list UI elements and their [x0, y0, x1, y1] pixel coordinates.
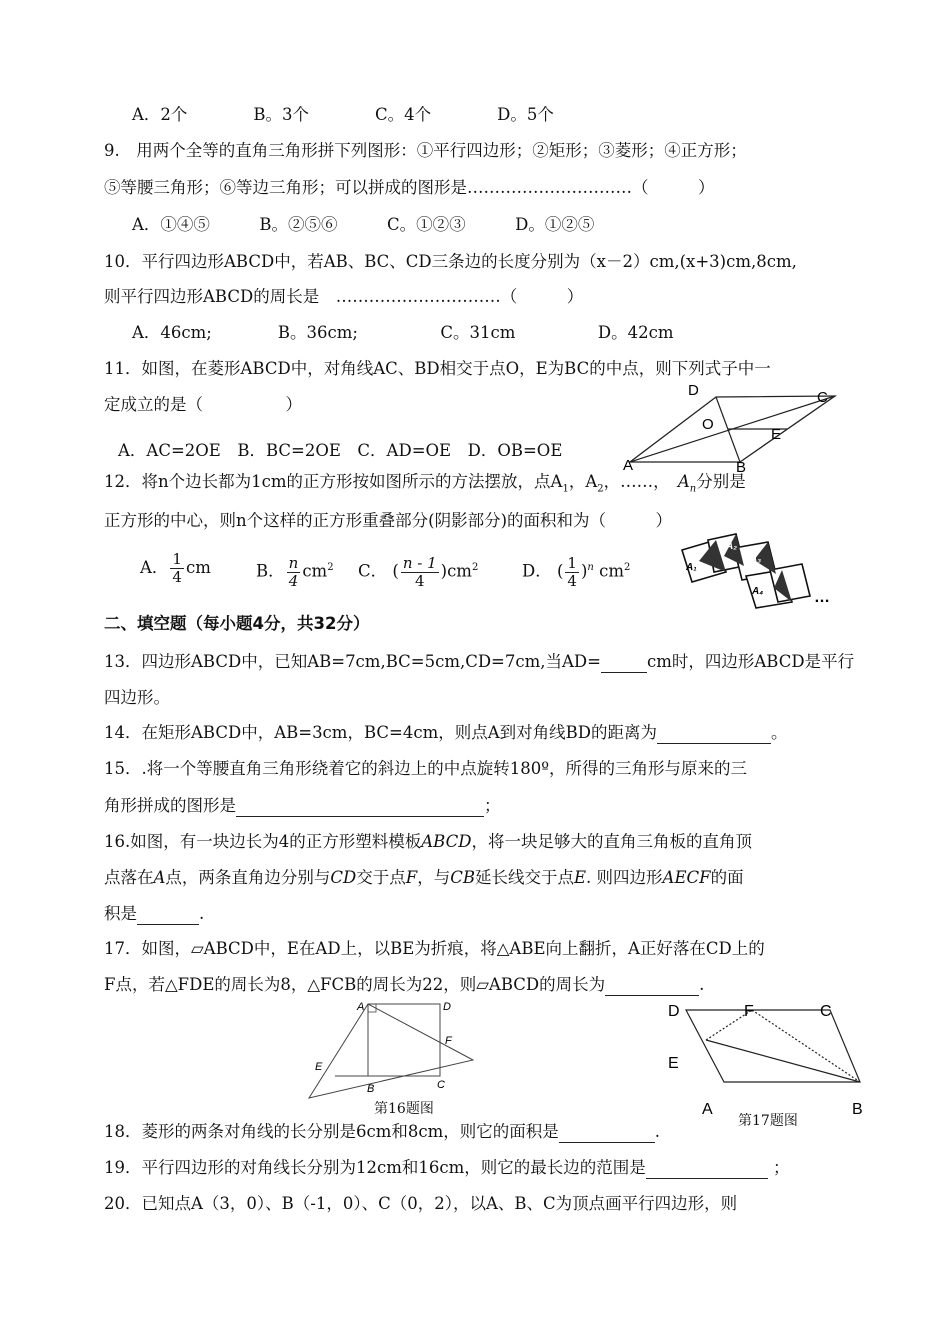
q11-rhombus-figure [620, 380, 850, 475]
q16-line2: 点落在A点，两条直角边分别与CD交于点F，与CB延长线交于点E. 则四边形AECF的面 [104, 868, 744, 887]
q12-an: A [677, 472, 690, 491]
label-d: D [668, 1003, 680, 1020]
q12-text-a: 12．将n个边长都为1cm的正方形按如图所示的方法摆放，点A [104, 472, 563, 491]
q20: 20．已知点A（3，0）、B（-1，0）、C（0，2），以A、B、C为顶点画平行四边形，则 [104, 1194, 738, 1213]
q12-an-sub: n [689, 483, 697, 495]
q17-line1: 17．如图，▱ABCD中，E在AD上，以BE为折痕，将△ABE向上翻折，A正好落在CD上的 [104, 939, 765, 958]
label-e: E [315, 1061, 323, 1073]
q12-option-b: B． $\frac{n}{4}$ $cm^2$ [256, 553, 334, 590]
q12-text-b: ，A [568, 472, 598, 491]
q15-line2: 角形拼成的图形是 ； [104, 796, 501, 815]
q12-option-d: D． ( $\frac{1}{4}$ )$^n$ $cm^2$ [522, 553, 631, 590]
q12-text-c: ，……， [603, 472, 662, 491]
segment-fb [752, 1010, 860, 1082]
q14-blank[interactable] [657, 725, 771, 744]
label-ellipsis: … [814, 589, 830, 606]
q11-line2: 定成立的是（ ） [104, 395, 302, 414]
label-a1: A₁ [686, 562, 697, 573]
label-b: B [852, 1101, 863, 1118]
q14: 14．在矩形ABCD中，AB=3cm，BC=4cm，则点A到对角线BD的距离为 。 [104, 723, 788, 742]
q19-blank[interactable] [646, 1160, 768, 1179]
label-c: C [817, 389, 828, 406]
q16-line1: 16.如图，有一块边长为4的正方形塑料模板ABCD，将一块足够大的直角三角板的直角顶 [104, 832, 752, 851]
q13-blank[interactable] [601, 654, 647, 673]
q12-frac-b: $\frac{n}{4}$ [288, 553, 299, 590]
q12-frac-c: $\frac{n - 1}{4}$ [402, 553, 437, 590]
q12-option-c: C． ( $\frac{n - 1}{4}$ )$cm^2$ [358, 553, 479, 590]
q12-text-d: 分别是 [696, 472, 746, 491]
q8-options: A．2个 B。3个 C。4个 D。5个 [132, 105, 554, 124]
q9-line2: ⑤等腰三角形；⑥等边三角形；可以拼成的图形是…………………………（ ） [104, 178, 715, 197]
parallelogram-abcd [686, 1010, 860, 1082]
q13-line2: 四边形。 [104, 688, 170, 707]
q16-square-figure [305, 1000, 485, 1102]
section-2-title: 二、填空题（每小题4分，共32分） [104, 614, 370, 633]
label-f: F [445, 1035, 452, 1047]
q12-squares-figure [674, 530, 844, 610]
q15-blank[interactable] [236, 798, 484, 817]
q12-option-a: A． $\frac{1}{4}$ cm [140, 550, 211, 586]
crease-be [706, 1040, 860, 1082]
q13-line1: 13．四边形ABCD中，已知AB=7cm,BC=5cm,CD=7cm,当AD= cm时，四边形ABCD是平行 [104, 652, 855, 671]
label-d: D [688, 382, 699, 399]
label-a4: A₄ [752, 586, 764, 597]
q12-sub1: 1 [562, 483, 569, 495]
q16-line3: 积是 . [104, 904, 205, 923]
q11-options: A．AC=2OE B．BC=2OE C．AD=OE D．OB=OE [118, 441, 563, 460]
label-a: A [357, 1001, 365, 1013]
q17-line2: F点，若△FDE的周长为8，△FCB的周长为22，则▱ABCD的周长为 . [104, 975, 705, 994]
label-c: C [820, 1003, 832, 1020]
label-a3: A₃ [750, 554, 762, 565]
label-c: C [437, 1079, 445, 1091]
label-e: E [668, 1055, 679, 1072]
q18-blank[interactable] [559, 1124, 655, 1143]
label-e: E [771, 426, 782, 443]
q11-line1: 11．如图，在菱形ABCD中，对角线AC、BD相交于点O，E为BC的中点，则下列式子中一 [104, 359, 771, 378]
q12-frac-a: $\frac{1}{4}$ [172, 550, 182, 586]
label-a: A [702, 1101, 713, 1118]
label-b: B [367, 1083, 375, 1095]
q17-parallelogram-figure [660, 994, 880, 1119]
label-d: D [443, 1001, 451, 1013]
square-abcd [368, 1004, 440, 1076]
q17-caption: 第17题图 [738, 1113, 798, 1129]
label-a2: A₂ [726, 541, 738, 552]
q10-line1: 10．平行四边形ABCD中，若AB、BC、CD三条边的长度分别为（x－2）cm,(x+3)cm,8cm, [104, 252, 797, 271]
q16-caption: 第16题图 [374, 1101, 434, 1117]
q18: 18．菱形的两条对角线的长分别是6cm和8cm，则它的面积是 . [104, 1122, 661, 1141]
q16-blank[interactable] [137, 906, 199, 925]
q12-frac-d: $\frac{1}{4}$ [567, 553, 577, 590]
q12-line1 [104, 471, 746, 500]
q10-line2: 则平行四边形ABCD的周长是 …………………………（ ） [104, 287, 584, 306]
label-a: A [623, 457, 634, 474]
q12-line2: 正方形的中心，则n个这样的正方形重叠部分(阴影部分)的面积和为（ ） [104, 511, 673, 530]
q10-options: A．46cm; B。36cm; C。31cm D。42cm [132, 323, 674, 342]
q15-line1: 15．.将一个等腰直角三角形绕着它的斜边上的中点旋转180º，所得的三角形与原来的三 [104, 759, 747, 778]
label-b: B [736, 459, 747, 475]
q9-options: A．①④⑤ B。②⑤⑥ C。①②③ D。①②⑤ [132, 215, 595, 234]
triangle-board [309, 1004, 473, 1098]
q12-sub2: 2 [597, 483, 604, 495]
label-o: O [702, 416, 714, 433]
q9-line1: 9. 用两个全等的直角三角形拼下列图形：①平行四边形；②矩形；③菱形；④正方形； [104, 141, 747, 160]
label-f: F [744, 1003, 754, 1020]
q19: 19．平行四边形的对角线长分别为12cm和16cm，则它的最长边的范围是 ； [104, 1158, 790, 1177]
